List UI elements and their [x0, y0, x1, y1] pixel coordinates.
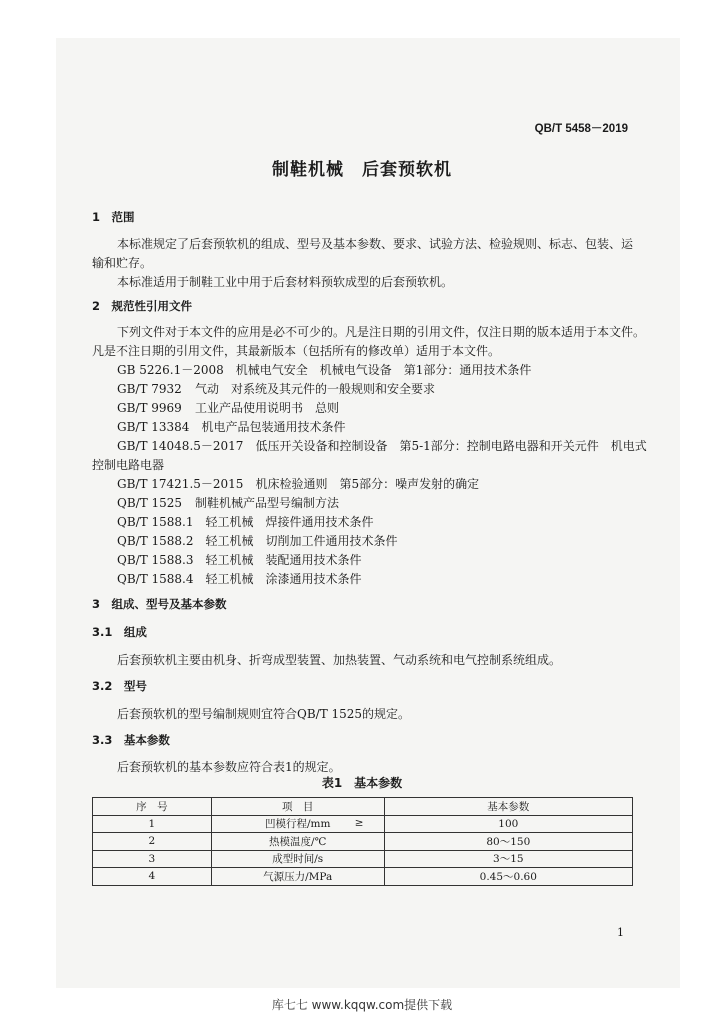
cell-comparator: ≥: [354, 816, 364, 829]
table-row: [93, 833, 633, 851]
ref-gbt17421: GB/T 17421.5－2015 机床检验通则 第5部分：噪声发射的确定: [117, 477, 480, 491]
section-3-1-heading: 3.1 组成: [92, 625, 147, 639]
basic-parameters-table: [92, 797, 633, 886]
cell-item: 成型时间/s: [211, 850, 384, 868]
table-caption: 表1 基本参数: [321, 776, 403, 790]
document-code: QB/T 5458－2019: [534, 123, 628, 135]
ref-gbt13384: GB/T 13384 机电产品包装通用技术条件: [117, 420, 346, 434]
cell-no: 4: [93, 868, 212, 886]
section-3-2-text: 后套预软机的型号编制规则宜符合QB/T 1525的规定。: [117, 707, 411, 721]
ref-gbt7932: GB/T 7932 气动 对系统及其元件的一般规则和安全要求: [117, 382, 436, 396]
table-row: [93, 868, 633, 886]
table-header-row: [93, 798, 633, 816]
section-3-2-heading: 3.2 型号: [92, 679, 147, 693]
header-no: 序 号: [93, 798, 212, 816]
cell-value: 100: [384, 815, 632, 833]
ref-qbt1588-3: QB/T 1588.3 轻工机械 装配通用技术条件: [117, 553, 362, 567]
section-1-para-1-line-2: 输和贮存。: [92, 256, 153, 270]
cell-no: 3: [93, 850, 212, 868]
section-2-heading: 2 规范性引用文件: [92, 299, 193, 313]
ref-gb5226: GB 5226.1－2008 机械电气安全 机械电气设备 第1部分：通用技术条件: [117, 363, 532, 377]
table-row: [93, 850, 633, 868]
section-3-heading: 3 组成、型号及基本参数: [92, 597, 227, 611]
section-1-para-2: 本标准适用于制鞋工业中用于后套材料预软成型的后套预软机。: [117, 275, 454, 289]
ref-qbt1525: QB/T 1525 制鞋机械产品型号编制方法: [117, 496, 340, 510]
ref-gbt14048: GB/T 14048.5－2017 低压开关设备和控制设备 第5-1部分：控制电路电器和开关元件 机电式: [117, 439, 647, 453]
cell-value: 0.45～0.60: [384, 868, 632, 886]
section-2-intro-line-2: 凡是不注日期的引用文件，其最新版本（包括所有的修改单）适用于本文件。: [92, 344, 501, 358]
cell-value: 3～15: [384, 850, 632, 868]
document-title: 制鞋机械 后套预软机: [272, 160, 452, 180]
cell-item: 热模温度/℃: [211, 833, 384, 851]
cell-item: 凹模行程/mm ≥: [211, 815, 384, 833]
ref-qbt1588-1: QB/T 1588.1 轻工机械 焊接件通用技术条件: [117, 515, 374, 529]
table-row: [93, 815, 633, 833]
section-3-3-text: 后套预软机的基本参数应符合表1的规定。: [117, 760, 341, 774]
ref-qbt1588-2: QB/T 1588.2 轻工机械 切削加工件通用技术条件: [117, 534, 398, 548]
download-footer: 库七七 www.kqqw.com提供下载: [271, 998, 453, 1012]
section-1-heading: 1 范围: [92, 210, 135, 224]
cell-no: 1: [93, 815, 212, 833]
header-item: 项 目: [211, 798, 384, 816]
ref-gbt9969: GB/T 9969 工业产品使用说明书 总则: [117, 401, 340, 415]
section-3-1-text: 后套预软机主要由机身、折弯成型装置、加热装置、气动系统和电气控制系统组成。: [117, 653, 562, 667]
section-1-para-1-line-1: 本标准规定了后套预软机的组成、型号及基本参数、要求、试验方法、检验规则、标志、包装、运: [117, 237, 634, 251]
cell-item: 气源压力/MPa: [211, 868, 384, 886]
header-value: 基本参数: [384, 798, 632, 816]
section-2-intro-line-1: 下列文件对于本文件的应用是必不可少的。凡是注日期的引用文件，仅注日期的版本适用于本文件。: [117, 325, 646, 339]
cell-value: 80～150: [384, 833, 632, 851]
page-number: 1: [617, 926, 624, 939]
ref-qbt1588-4: QB/T 1588.4 轻工机械 涂漆通用技术条件: [117, 572, 362, 586]
section-3-3-heading: 3.3 基本参数: [92, 733, 170, 747]
cell-no: 2: [93, 833, 212, 851]
ref-gbt14048-continued: 控制电路电器: [92, 458, 165, 472]
